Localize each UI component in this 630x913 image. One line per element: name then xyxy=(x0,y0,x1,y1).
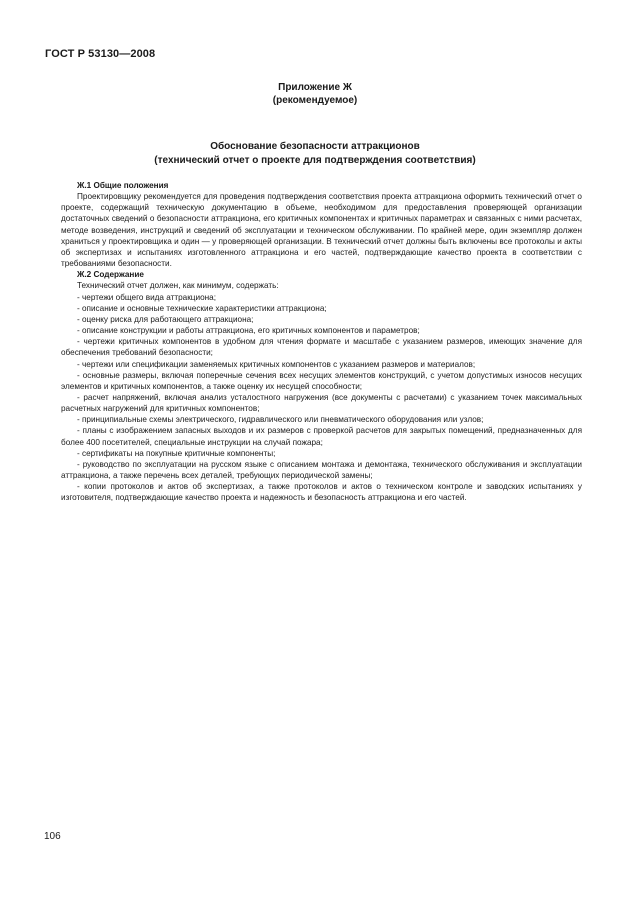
paragraph: Технический отчет должен, как минимум, содержать: xyxy=(77,281,279,291)
appendix-status: (рекомендуемое) xyxy=(272,95,358,106)
appendix-title xyxy=(0,140,630,168)
title-line-2: (технический отчет о проекте для подтверждения соответствия) xyxy=(154,155,476,166)
list-item: - описание и основные технические характеристики аттракциона; xyxy=(77,303,327,313)
list-item: - чертежи или спецификации заменяемых критичных компонентов с указанием размеров и материалов; xyxy=(77,359,476,369)
list-item: - копии протоколов и актов об экспертизах, а также протоколов и актов о техническом контроле и заводских испытаниях у изготовителя, подтверждающие качество проекта и надежность и безопасность аттракциона и его частей. xyxy=(61,482,582,503)
list-item: - планы с изображением запасных выходов и их размеров с проверкой расчетов для закрытых помещений, предназначенных для более 400 посетителей, специальные инструкции на случай пожара; xyxy=(61,426,582,447)
list-item: - сертификаты на покупные критичные компоненты; xyxy=(77,448,276,458)
title-line-1: Обоснование безопасности аттракционов xyxy=(210,141,420,152)
list-item: - описание конструкции и работы аттракциона, его критичных компонентов и параметров; xyxy=(77,326,420,336)
appendix-heading xyxy=(0,81,630,107)
paragraph: Проектировщику рекомендуется для проведения подтверждения соответствия проекта аттракциона оформить технический отчет о проекте, содержащий техническую документацию в объеме, необходимом для предоставления проверяющей организации достаточных сведений о безопасности аттракциона, его критичных компонентах и критичных параметрах и связанных с ними расчетах, методе возведения, инструкций и сведений об эксплуатации и техническом обслуживании. По крайней мере, один экземпляр должен храниться у проектировщика и один — у проверяющей организации. В технический отчет должны быть включены все протоколы и акты об экспертизах и испытаниях изготовленного аттракциона и его частей, подтверждающие качество проекта в соответствии с требованиями безопасности. xyxy=(61,192,582,269)
list-item: - оценку риска для работающего аттракциона; xyxy=(77,314,254,324)
page-number: 106 xyxy=(44,831,61,842)
list-item: - расчет напряжений, включая анализ усталостного нагружения (все документы с расчетами) с указанием точек максимальных расчетных нагружений для критичных компонентов; xyxy=(61,392,582,414)
list-item: - принципиальные схемы электрического, гидравлического или пневматического оборудования или узлов; xyxy=(77,415,484,425)
list-item: - руководство по эксплуатации на русском языке с описанием монтажа и демонтажа, технического обслуживания и эксплуатации аттракциона, а также перечень всех деталей, требующих периодической замены; xyxy=(61,459,582,481)
section-heading: Ж.1 Общие положения xyxy=(77,181,169,190)
section-heading: Ж.2 Содержание xyxy=(77,270,144,280)
appendix-label: Приложение Ж xyxy=(278,82,352,93)
document-body xyxy=(61,180,582,504)
list-item: - чертежи критичных компонентов в удобном для чтения формате и масштабе с указанием размеров, имеющих значение для обеспечения требований безопасности; xyxy=(61,337,582,358)
list-item: - основные размеры, включая поперечные сечения всех несущих элементов конструкций, с учетом допустимых износов несущих элементов и критичных компонентов, а также оценку их несущей способности; xyxy=(61,370,582,391)
list-item: - чертежи общего вида аттракциона; xyxy=(77,292,216,302)
document-code: ГОСТ Р 53130—2008 xyxy=(45,48,156,60)
